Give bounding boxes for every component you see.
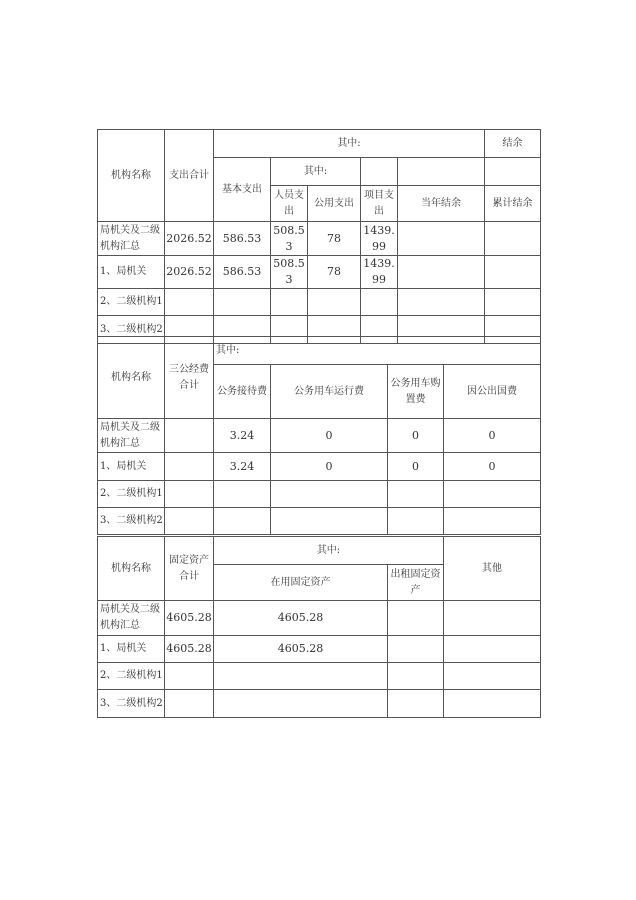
table-row xyxy=(98,419,541,453)
blank-cell xyxy=(361,158,398,186)
cell-total xyxy=(165,289,214,316)
cell-total xyxy=(165,453,214,481)
cell-basic: 586.53 xyxy=(214,222,271,256)
cell-rented xyxy=(388,636,444,663)
cell-total xyxy=(165,690,214,718)
cell-rented xyxy=(388,601,444,636)
cell-total xyxy=(165,663,214,690)
cell-car-buy xyxy=(388,508,444,535)
cell-abroad: 0 xyxy=(444,419,541,453)
row-name: 局机关及二级机构汇总 xyxy=(98,601,165,636)
cell-abroad xyxy=(444,481,541,508)
cell-reception xyxy=(214,508,271,535)
row-name: 1、局机关 xyxy=(98,256,165,289)
cell-total: 4605.28 xyxy=(165,636,214,663)
table-row xyxy=(98,289,541,316)
cell-car-run: 0 xyxy=(271,419,388,453)
cell-car-buy xyxy=(388,481,444,508)
cell-basic: 586.53 xyxy=(214,256,271,289)
col-header-car-buy: 公务用车购置费 xyxy=(388,365,444,419)
table-row xyxy=(98,256,541,289)
table-row xyxy=(98,508,541,535)
cell-total xyxy=(165,508,214,535)
cell-total: 4605.28 xyxy=(165,601,214,636)
cell-rented xyxy=(388,663,444,690)
table-row xyxy=(98,222,541,256)
col-header-other: 其他 xyxy=(444,537,541,601)
row-name: 1、局机关 xyxy=(98,453,165,481)
table-row xyxy=(98,601,541,636)
col-header-qizhong: 其中: xyxy=(214,130,485,158)
cell-inuse: 4605.28 xyxy=(214,601,388,636)
cell-car-run xyxy=(271,508,388,535)
row-name: 3、二级机构2 xyxy=(98,690,165,718)
cell-rented xyxy=(388,690,444,718)
cell-total: 2026.52 xyxy=(165,222,214,256)
cell-cumulative xyxy=(485,222,541,256)
row-name: 局机关及二级机构汇总 xyxy=(98,419,165,453)
col-header-jieyu: 结余 xyxy=(485,130,541,158)
cell-abroad: 0 xyxy=(444,453,541,481)
row-name: 3、二级机构2 xyxy=(98,508,165,535)
cell-current xyxy=(398,256,485,289)
table-row xyxy=(98,690,541,718)
three-public-expenses-table xyxy=(97,336,541,535)
row-name: 1、局机关 xyxy=(98,636,165,663)
cell-cumulative xyxy=(485,256,541,289)
cell-public: 78 xyxy=(308,256,361,289)
row-name: 3、二级机构2 xyxy=(98,316,165,344)
col-header-car-run: 公务用车运行费 xyxy=(271,365,388,419)
col-header-project: 项目支出 xyxy=(361,186,398,222)
col-header-total: 固定资产合计 xyxy=(165,537,214,601)
col-header-qizhong-2: 其中: xyxy=(271,158,361,186)
cell-abroad xyxy=(444,508,541,535)
cell-personnel: 508.53 xyxy=(271,222,308,256)
col-header-name: 机构名称 xyxy=(98,337,165,419)
blank-cell xyxy=(485,158,541,186)
cell-reception: 3.24 xyxy=(214,453,271,481)
col-header-total: 支出合计 xyxy=(165,130,214,222)
cell-reception: 3.24 xyxy=(214,419,271,453)
table-row xyxy=(98,481,541,508)
table-row xyxy=(98,453,541,481)
cell-reception xyxy=(214,481,271,508)
col-header-name: 机构名称 xyxy=(98,130,165,222)
cell-project: 1439.99 xyxy=(361,256,398,289)
cell-current xyxy=(398,222,485,256)
row-name: 2、二级机构1 xyxy=(98,663,165,690)
cell-car-buy: 0 xyxy=(388,453,444,481)
expenditure-table xyxy=(97,129,541,344)
cell-inuse xyxy=(214,663,388,690)
cell-personnel: 508.53 xyxy=(271,256,308,289)
cell-project xyxy=(361,289,398,316)
cell-project: 1439.99 xyxy=(361,222,398,256)
cell-car-buy: 0 xyxy=(388,419,444,453)
col-header-qizhong: 其中: xyxy=(214,537,444,565)
row-name: 2、二级机构1 xyxy=(98,289,165,316)
col-header-qizhong: 其中: xyxy=(214,337,541,365)
col-header-personnel: 人员支出 xyxy=(271,186,308,222)
col-header-abroad: 因公出国费 xyxy=(444,365,541,419)
col-header-total: 三公经费合计 xyxy=(165,337,214,419)
col-header-basic: 基本支出 xyxy=(214,158,271,222)
col-header-rented: 出租固定资产 xyxy=(388,565,444,601)
col-header-current: 当年结余 xyxy=(398,186,485,222)
col-header-name: 机构名称 xyxy=(98,537,165,601)
cell-car-run xyxy=(271,481,388,508)
cell-other xyxy=(444,690,541,718)
cell-other xyxy=(444,636,541,663)
cell-total xyxy=(165,419,214,453)
row-name: 2、二级机构1 xyxy=(98,481,165,508)
table-row xyxy=(98,663,541,690)
blank-cell xyxy=(398,158,485,186)
cell-total: 2026.52 xyxy=(165,256,214,289)
cell-basic xyxy=(214,289,271,316)
col-header-reception: 公务接待费 xyxy=(214,365,271,419)
table-row xyxy=(98,636,541,663)
col-header-public: 公用支出 xyxy=(308,186,361,222)
cell-inuse: 4605.28 xyxy=(214,636,388,663)
col-header-inuse: 在用固定资产 xyxy=(214,565,388,601)
cell-other xyxy=(444,601,541,636)
fixed-assets-table xyxy=(97,536,541,718)
cell-cumulative xyxy=(485,289,541,316)
row-name: 局机关及二级机构汇总 xyxy=(98,222,165,256)
col-header-cumulative: 累计结余 xyxy=(485,186,541,222)
cell-public xyxy=(308,289,361,316)
cell-inuse xyxy=(214,690,388,718)
cell-personnel xyxy=(271,289,308,316)
cell-current xyxy=(398,289,485,316)
cell-other xyxy=(444,663,541,690)
cell-total xyxy=(165,481,214,508)
cell-public: 78 xyxy=(308,222,361,256)
cell-car-run: 0 xyxy=(271,453,388,481)
